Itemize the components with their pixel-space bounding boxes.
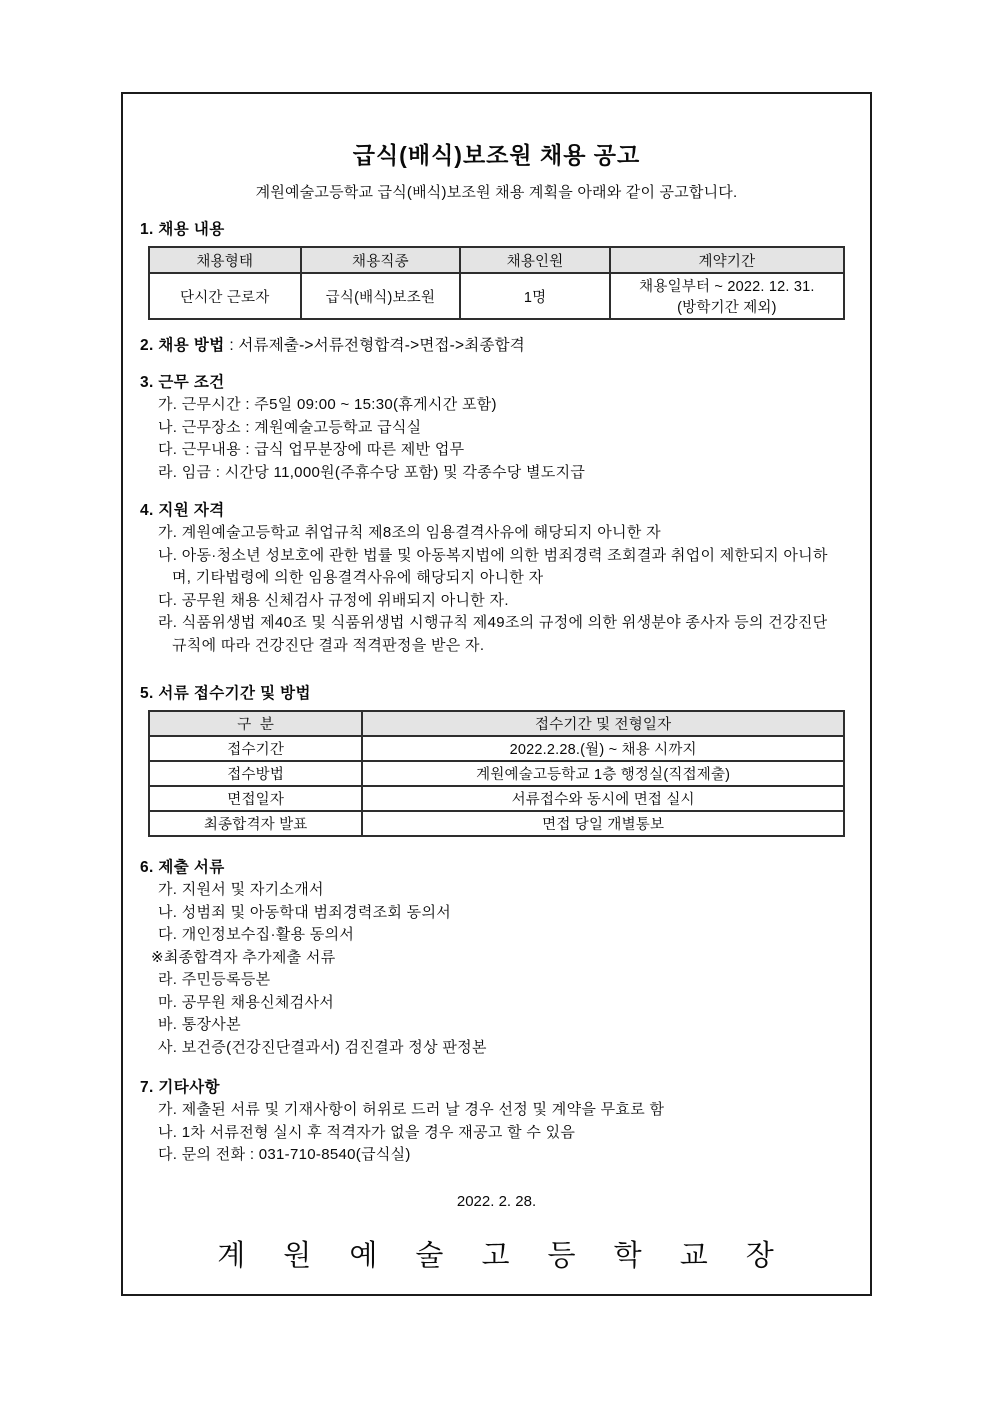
doc-title: 급식(배식)보조원 채용 공고 xyxy=(352,142,641,168)
table-header-cell: 구 분 xyxy=(149,711,362,736)
list-item: 바. 통장사본 xyxy=(158,1016,241,1033)
list-item: 가. 지원서 및 자기소개서 xyxy=(158,881,324,898)
contract-period-line2: (방학기간 제외) xyxy=(677,300,777,316)
table-cell-row-value: 계원예술고등학교 1층 행정실(직접제출) xyxy=(362,761,844,786)
table-cell-row-label: 면접일자 xyxy=(149,786,362,811)
list-item: 가. 제출된 서류 및 기재사항이 허위로 드러 날 경우 선정 및 계약을 무효로 함 xyxy=(158,1101,665,1118)
table-header-cell: 채용직종 xyxy=(301,247,461,273)
table-header-row xyxy=(149,711,844,736)
section-4-heading: 4. 지원 자격 xyxy=(140,502,225,519)
list-item: 사. 보건증(건강진단결과서) 검진결과 정상 판정본 xyxy=(158,1038,487,1056)
list-item: 다. 공무원 채용 신체검사 규정에 위배되지 아니한 자. xyxy=(158,591,509,609)
list-item: 나. 1차 서류전형 실시 후 적격자가 없을 경우 재공고 할 수 있음 xyxy=(158,1123,576,1141)
table-cell-row-label: 최종합격자 발표 xyxy=(149,811,362,836)
section-4-items xyxy=(148,522,845,657)
list-item: 가. 계원예술고등학교 취업규칙 제8조의 임용결격사유에 해당되지 아니한 자 xyxy=(158,524,661,541)
list-item: 나. 아동·청소년 성보호에 관한 법률 및 아동복지법에 의한 범죄경력 조회결과 취업이 제한되지 아니하며, 기타법령에 의한 임용결격사유에 해당되지 아니한 자 xyxy=(158,546,828,586)
application-schedule-table xyxy=(148,710,845,837)
table-cell-employment-type: 단시간 근로자 xyxy=(149,273,301,319)
document-page xyxy=(121,92,872,1296)
table-row xyxy=(149,786,844,811)
table-cell-job-title: 급식(배식)보조원 xyxy=(301,273,461,319)
table-header-cell: 계약기간 xyxy=(610,247,844,273)
announcement-date: 2022. 2. 28. xyxy=(456,1192,537,1210)
table-header-cell: 채용형태 xyxy=(149,247,301,273)
table-row xyxy=(149,273,844,319)
section-7-heading: 7. 기타사항 xyxy=(140,1079,220,1096)
table-cell-row-value: 2022.2.28.(월) ~ 채용 시까지 xyxy=(362,736,844,761)
table-header-cell: 접수기간 및 전형일자 xyxy=(362,711,844,736)
section-2-label: 2. 채용 방법 xyxy=(140,337,225,354)
table-cell-row-label: 접수방법 xyxy=(149,761,362,786)
table-row xyxy=(149,761,844,786)
list-item: 나. 근무장소 : 계원예술고등학교 급식실 xyxy=(158,418,422,436)
list-item: 라. 식품위생법 제40조 및 식품위생법 시행규칙 제49조의 규정에 의한 위생분야 종사자 등의 건강진단 규칙에 따라 건강진단 결과 적격판정을 받은 자. xyxy=(158,614,828,654)
table-cell-contract-period xyxy=(610,273,844,319)
section-2-heading xyxy=(140,335,845,357)
list-item: 라. 주민등록등본 xyxy=(158,971,271,988)
table-cell-row-value: 서류접수와 동시에 면접 실시 xyxy=(362,786,844,811)
section-5-heading: 5. 서류 접수기간 및 방법 xyxy=(140,685,311,702)
table-cell-row-label: 접수기간 xyxy=(149,736,362,761)
list-item: 가. 근무시간 : 주5일 09:00 ~ 15:30(휴게시간 포함) xyxy=(158,396,497,413)
table-cell-headcount: 1명 xyxy=(460,273,609,319)
list-item: 라. 임금 : 시간당 11,000원(주휴수당 포함) 및 각종수당 별도지급 xyxy=(158,463,586,481)
contract-period-line1: 채용일부터 ~ 2022. 12. 31. xyxy=(639,279,815,295)
section-6-heading: 6. 제출 서류 xyxy=(140,859,225,876)
list-item: 나. 성범죄 및 아동학대 범죄경력조회 동의서 xyxy=(158,903,452,921)
section-3-items xyxy=(148,394,845,484)
section-3-heading: 3. 근무 조건 xyxy=(140,374,225,391)
list-item: 다. 근무내용 : 급식 업무분장에 따른 제반 업무 xyxy=(158,441,465,458)
section-2-value: : 서류제출->서류전형합격->면접->최종합격 xyxy=(229,337,525,354)
doc-subtitle: 계원예술고등학교 급식(배식)보조원 채용 계획을 아래와 같이 공고합니다. xyxy=(255,184,738,201)
table-cell-row-value: 면접 당일 개별통보 xyxy=(362,811,844,836)
table-row xyxy=(149,736,844,761)
list-item-note: ※최종합격자 추가제출 서류 xyxy=(151,948,336,966)
section-6-items xyxy=(148,879,845,1059)
recruitment-table xyxy=(148,246,845,320)
section-1-heading: 1. 채용 내용 xyxy=(140,221,225,238)
list-item: 다. 문의 전화 : 031-710-8540(급식실) xyxy=(158,1146,411,1163)
table-header-row xyxy=(149,247,844,273)
list-item: 마. 공무원 채용신체검사서 xyxy=(158,993,335,1011)
section-7-items xyxy=(148,1099,845,1167)
signer-title: 계 원 예 술 고 등 학 교 장 xyxy=(217,1239,776,1272)
table-row xyxy=(149,811,844,836)
list-item: 다. 개인정보수집·활용 동의서 xyxy=(158,926,355,943)
table-header-cell: 채용인원 xyxy=(460,247,609,273)
